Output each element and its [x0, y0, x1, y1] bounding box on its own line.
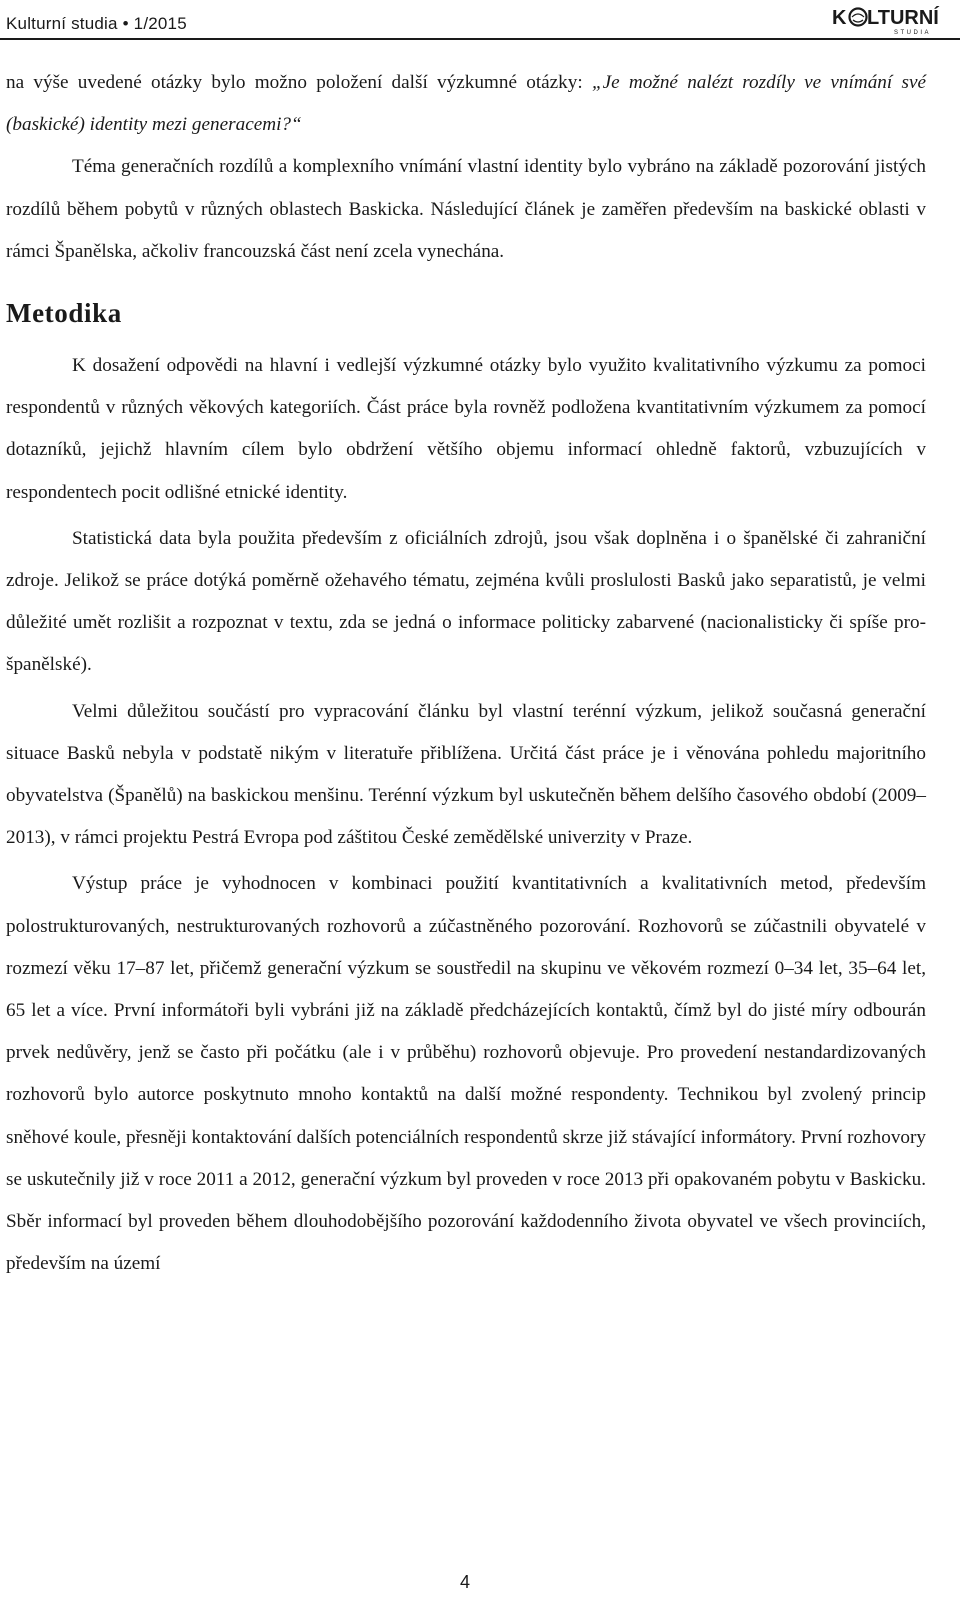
article-body [6, 62, 926, 1285]
logo-subtitle: STUDIA [894, 30, 932, 36]
methodology-paragraph-1: K dosažení odpovědi na hlavní i vedlejší výzkumné otázky bylo využito kvalitativního výzkumu za pomoci respondentů v různých věkových kategoriích. Část práce byla rovněž podložena kvantitativním výzkumem za pomocí dotazníků, jejichž hlavním cílem bylo obdržení většího objemu informací ohledně faktorů, vzbuzujících v respondentech pocit odlišné etnické identity. [6, 355, 926, 503]
section-heading-metodika: Metodika [6, 298, 122, 329]
page-number: 4 [459, 1572, 470, 1592]
methodology-paragraph-3: Velmi důležitou součástí pro vypracování článku byl vlastní terénní výzkum, jelikož současná generační situace Basků nebyla v podstatě nikým v literatuře přiblížena. Určitá část práce je i věnována pohledu majoritního obyvatelstva (Španělů) na baskickou menšinu. Terénní výzkum byl uskutečněn během delšího časového období (2009–2013), v rámci projektu Pestrá Evropa pod záštitou České zemědělské univerzity v Praze. [6, 700, 926, 849]
methodology-paragraph-4: Výstup práce je vyhodnocen v kombinaci použití kvantitativních a kvalitativních metod, především polostrukturovaných, nestrukturovaných rozhovorů a zúčastněného pozorování. Rozhovorů se zúčastnili obyvatelé v rozmezí věku 17–87 let, přičemž generační výzkum se soustředil na skupinu ve věkovém rozmezí 0–34 let, 35–64 let, 65 let a více. První informátoři byli vybráni již na základě předcházejících kontaktů, čímž byl do jisté míry odbourán prvek nedůvěry, jenž se často při počátku (ale i v průběhu) rozhovorů objevuje. Pro provedení nestandardizovaných rozhovorů bylo autorce poskytnuto mnoho kontaktů na další možné respondenty. Technikou byl zvolený princip sněhové koule, přesněji kontaktování dalších potenciálních respondentů skrze již stávající informátory. První rozhovory se uskutečnily již v roce 2011 a 2012, generační výzkum byl proveden v roce 2013 při opakovaném pobytu v Baskicku. Sběr informací byl proveden během dlouhodobějšího pozorování každodenního života obyvatel ve všech provinciích, především na území [6, 873, 926, 1275]
methodology-paragraph-2: Statistická data byla použita především z oficiálních zdrojů, jsou však doplněna i o španělské či zahraniční zdroje. Jelikož se práce dotýká poměrně ožehavého tématu, zejména kvůli proslulosti Basků jako separatistů, je velmi důležité umět rozlišit a rozpoznat v textu, zda se jedná o informace politicky zabarvené (nacionalisticky či spíše pro-španělské). [6, 527, 926, 676]
logo-wordmark: LTURNÍ [867, 7, 939, 29]
header-rule [0, 38, 960, 40]
logo-letter-k: K [832, 7, 847, 29]
kulturni-studia-logo [832, 2, 950, 36]
page-header [0, 0, 960, 42]
intro-paragraph: Téma generačních rozdílů a komplexního vnímání vlastní identity bylo vybráno na základě pozorování jistých rozdílů během pobytů v různých oblastech Baskicka. Následující článek je zaměřen především na baskické oblasti v rámci Španělska, ačkoliv francouzská část není zcela vynechána. [6, 156, 926, 262]
intro-lead-text: na výše uvedené otázky bylo možno položení další výzkumné otázky: [6, 72, 592, 93]
research-question: „Je možné nalézt rozdíly ve vnímání své (baskické) identity mezi generacemi?“ [6, 72, 926, 136]
intro-lead-paragraph [6, 62, 926, 146]
journal-title: Kulturní studia • 1/2015 [6, 14, 187, 33]
